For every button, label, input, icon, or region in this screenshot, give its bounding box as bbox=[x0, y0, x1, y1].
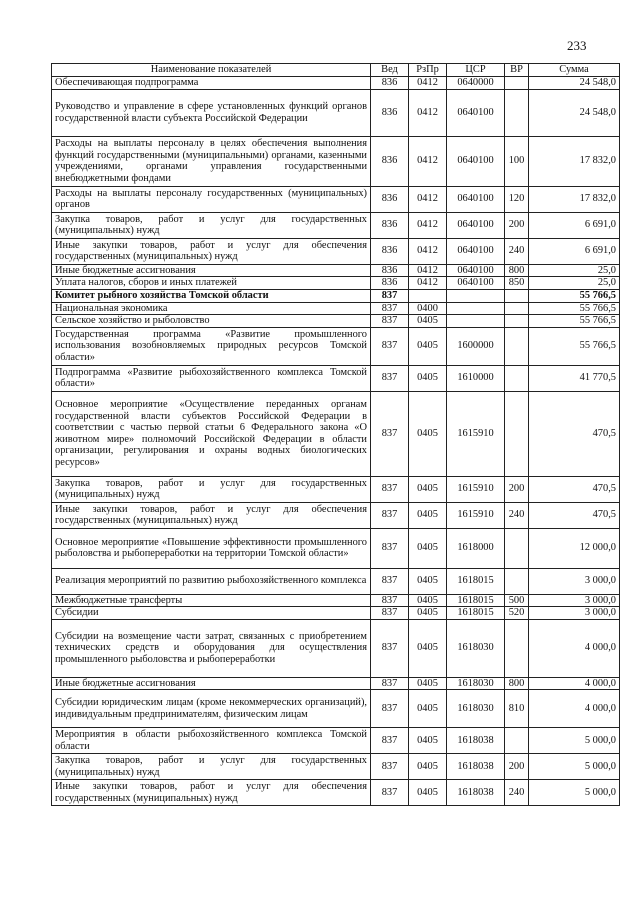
row-vr bbox=[505, 728, 529, 754]
table-row bbox=[52, 502, 620, 528]
row-sum: 3 000,0 bbox=[529, 607, 620, 620]
row-vr bbox=[505, 391, 529, 476]
row-ved: 837 bbox=[371, 315, 409, 328]
row-csr: 1610000 bbox=[447, 365, 505, 391]
table-row bbox=[52, 77, 620, 90]
row-rzpr: 0412 bbox=[409, 264, 447, 277]
row-sum: 3 000,0 bbox=[529, 594, 620, 607]
table-row bbox=[52, 302, 620, 315]
row-ved: 837 bbox=[371, 594, 409, 607]
row-name: Основное мероприятие «Повышение эффективности промышленного рыболовства и рыбопереработки на территории Томской области» bbox=[52, 528, 371, 568]
row-rzpr: 0412 bbox=[409, 186, 447, 212]
row-ved: 836 bbox=[371, 186, 409, 212]
row-csr: 0640100 bbox=[447, 277, 505, 290]
row-csr: 1618038 bbox=[447, 754, 505, 780]
row-rzpr: 0405 bbox=[409, 780, 447, 806]
row-csr: 1618038 bbox=[447, 728, 505, 754]
row-vr: 500 bbox=[505, 594, 529, 607]
table-row bbox=[52, 136, 620, 186]
row-ved: 836 bbox=[371, 238, 409, 264]
row-rzpr: 0412 bbox=[409, 238, 447, 264]
row-sum: 25,0 bbox=[529, 277, 620, 290]
row-name: Государственная программа «Развитие промышленного использования возобновляемых природных ресурсов Томской области» bbox=[52, 327, 371, 365]
row-sum: 12 000,0 bbox=[529, 528, 620, 568]
row-ved: 837 bbox=[371, 754, 409, 780]
row-sum: 24 548,0 bbox=[529, 77, 620, 90]
row-ved: 837 bbox=[371, 619, 409, 677]
row-vr: 240 bbox=[505, 238, 529, 264]
row-rzpr: 0412 bbox=[409, 212, 447, 238]
row-ved: 837 bbox=[371, 690, 409, 728]
row-csr: 1618038 bbox=[447, 780, 505, 806]
row-sum: 55 766,5 bbox=[529, 289, 620, 302]
header-vr: ВР bbox=[505, 64, 529, 77]
row-rzpr: 0405 bbox=[409, 690, 447, 728]
row-rzpr: 0405 bbox=[409, 327, 447, 365]
header-sum: Сумма bbox=[529, 64, 620, 77]
row-sum: 4 000,0 bbox=[529, 619, 620, 677]
row-sum: 17 832,0 bbox=[529, 136, 620, 186]
row-ved: 837 bbox=[371, 365, 409, 391]
row-rzpr: 0405 bbox=[409, 365, 447, 391]
row-csr: 1618015 bbox=[447, 568, 505, 594]
row-csr: 1618030 bbox=[447, 619, 505, 677]
row-vr: 200 bbox=[505, 212, 529, 238]
table-row bbox=[52, 677, 620, 690]
table-row bbox=[52, 594, 620, 607]
row-vr bbox=[505, 365, 529, 391]
row-vr: 200 bbox=[505, 476, 529, 502]
row-name: Уплата налогов, сборов и иных платежей bbox=[52, 277, 371, 290]
row-ved: 837 bbox=[371, 502, 409, 528]
row-sum: 55 766,5 bbox=[529, 315, 620, 328]
table-row bbox=[52, 728, 620, 754]
table-row bbox=[52, 528, 620, 568]
row-csr: 0640000 bbox=[447, 77, 505, 90]
row-csr: 0640100 bbox=[447, 136, 505, 186]
row-sum: 5 000,0 bbox=[529, 754, 620, 780]
table-body bbox=[52, 77, 620, 806]
row-ved: 837 bbox=[371, 302, 409, 315]
row-ved: 837 bbox=[371, 607, 409, 620]
row-csr: 0640100 bbox=[447, 186, 505, 212]
row-csr: 1618030 bbox=[447, 677, 505, 690]
budget-table bbox=[51, 63, 620, 806]
row-name: Закупка товаров, работ и услуг для государственных (муниципальных) нужд bbox=[52, 754, 371, 780]
row-sum: 6 691,0 bbox=[529, 238, 620, 264]
row-name: Закупка товаров, работ и услуг для государственных (муниципальных) нужд bbox=[52, 212, 371, 238]
row-name: Межбюджетные трансферты bbox=[52, 594, 371, 607]
row-ved: 836 bbox=[371, 277, 409, 290]
row-rzpr: 0405 bbox=[409, 594, 447, 607]
row-vr bbox=[505, 289, 529, 302]
row-rzpr: 0405 bbox=[409, 568, 447, 594]
row-name: Расходы на выплаты персоналу в целях обеспечения выполнения функций государственными (муниципальными) органами, казенными учреждениями, органами управления государственными внебюджетными фондами bbox=[52, 136, 371, 186]
row-name: Субсидии bbox=[52, 607, 371, 620]
row-csr: 1618015 bbox=[447, 594, 505, 607]
row-ved: 837 bbox=[371, 476, 409, 502]
row-name: Закупка товаров, работ и услуг для государственных (муниципальных) нужд bbox=[52, 476, 371, 502]
row-csr: 1618030 bbox=[447, 690, 505, 728]
row-csr: 0640100 bbox=[447, 89, 505, 136]
row-csr: 0640100 bbox=[447, 212, 505, 238]
row-rzpr: 0412 bbox=[409, 277, 447, 290]
row-ved: 837 bbox=[371, 289, 409, 302]
row-sum: 4 000,0 bbox=[529, 690, 620, 728]
row-vr: 120 bbox=[505, 186, 529, 212]
table-row bbox=[52, 315, 620, 328]
row-ved: 837 bbox=[371, 677, 409, 690]
row-name: Мероприятия в области рыбохозяйственного комплекса Томской области bbox=[52, 728, 371, 754]
table-row bbox=[52, 186, 620, 212]
row-vr: 200 bbox=[505, 754, 529, 780]
row-rzpr: 0412 bbox=[409, 89, 447, 136]
row-sum: 24 548,0 bbox=[529, 89, 620, 136]
table-row bbox=[52, 780, 620, 806]
row-csr bbox=[447, 289, 505, 302]
row-csr: 1600000 bbox=[447, 327, 505, 365]
row-vr bbox=[505, 89, 529, 136]
page-number: 233 bbox=[567, 38, 587, 53]
table-row bbox=[52, 754, 620, 780]
row-vr: 810 bbox=[505, 690, 529, 728]
table-row bbox=[52, 264, 620, 277]
row-vr bbox=[505, 315, 529, 328]
table-row bbox=[52, 619, 620, 677]
row-ved: 837 bbox=[371, 780, 409, 806]
row-csr bbox=[447, 315, 505, 328]
row-name: Подпрограмма «Развитие рыбохозяйственного комплекса Томской области» bbox=[52, 365, 371, 391]
row-name: Иные закупки товаров, работ и услуг для обеспечения государственных (муниципальных) нужд bbox=[52, 238, 371, 264]
row-rzpr: 0405 bbox=[409, 619, 447, 677]
table-row bbox=[52, 238, 620, 264]
row-rzpr: 0405 bbox=[409, 502, 447, 528]
row-vr bbox=[505, 327, 529, 365]
row-csr: 1615910 bbox=[447, 502, 505, 528]
row-name: Основное мероприятие «Осуществление переданных органам государственной власти субъектов Российской Федерации в соответствии с частью первой статьи 6 Федерального закона «О животном мире» полномочий Российской Федерации в области организации, регулирования и охраны водных биологических ресурсов» bbox=[52, 391, 371, 476]
row-sum: 6 691,0 bbox=[529, 212, 620, 238]
row-sum: 470,5 bbox=[529, 476, 620, 502]
row-name: Сельское хозяйство и рыболовство bbox=[52, 315, 371, 328]
row-ved: 837 bbox=[371, 391, 409, 476]
row-name: Обеспечивающая подпрограмма bbox=[52, 77, 371, 90]
row-rzpr: 0405 bbox=[409, 391, 447, 476]
row-csr: 1615910 bbox=[447, 391, 505, 476]
row-csr: 1618015 bbox=[447, 607, 505, 620]
table-row bbox=[52, 277, 620, 290]
row-sum: 470,5 bbox=[529, 391, 620, 476]
row-csr: 0640100 bbox=[447, 238, 505, 264]
row-sum: 17 832,0 bbox=[529, 186, 620, 212]
row-rzpr: 0412 bbox=[409, 77, 447, 90]
row-rzpr: 0412 bbox=[409, 136, 447, 186]
table-row bbox=[52, 327, 620, 365]
row-rzpr bbox=[409, 289, 447, 302]
row-name: Расходы на выплаты персоналу государственных (муниципальных) органов bbox=[52, 186, 371, 212]
row-sum: 3 000,0 bbox=[529, 568, 620, 594]
row-vr: 800 bbox=[505, 264, 529, 277]
row-vr: 520 bbox=[505, 607, 529, 620]
row-sum: 55 766,5 bbox=[529, 302, 620, 315]
row-ved: 837 bbox=[371, 568, 409, 594]
row-vr: 800 bbox=[505, 677, 529, 690]
row-name: Иные закупки товаров, работ и услуг для обеспечения государственных (муниципальных) нужд bbox=[52, 780, 371, 806]
row-vr bbox=[505, 77, 529, 90]
row-ved: 836 bbox=[371, 212, 409, 238]
row-vr bbox=[505, 302, 529, 315]
table-row bbox=[52, 365, 620, 391]
row-sum: 5 000,0 bbox=[529, 780, 620, 806]
row-ved: 837 bbox=[371, 327, 409, 365]
table-row bbox=[52, 289, 620, 302]
row-vr bbox=[505, 619, 529, 677]
row-vr: 240 bbox=[505, 780, 529, 806]
row-rzpr: 0405 bbox=[409, 754, 447, 780]
table-row bbox=[52, 607, 620, 620]
row-name: Иные бюджетные ассигнования bbox=[52, 264, 371, 277]
row-name: Национальная экономика bbox=[52, 302, 371, 315]
row-ved: 836 bbox=[371, 77, 409, 90]
row-vr bbox=[505, 528, 529, 568]
row-vr: 100 bbox=[505, 136, 529, 186]
table-row bbox=[52, 212, 620, 238]
header-rzpr: РзПр bbox=[409, 64, 447, 77]
row-vr: 240 bbox=[505, 502, 529, 528]
header-ved: Вед bbox=[371, 64, 409, 77]
row-ved: 836 bbox=[371, 136, 409, 186]
row-rzpr: 0405 bbox=[409, 728, 447, 754]
row-csr: 1618000 bbox=[447, 528, 505, 568]
table-row bbox=[52, 476, 620, 502]
row-sum: 25,0 bbox=[529, 264, 620, 277]
table-row bbox=[52, 391, 620, 476]
row-name: Реализация мероприятий по развитию рыбохозяйственного комплекса bbox=[52, 568, 371, 594]
row-rzpr: 0405 bbox=[409, 528, 447, 568]
row-name: Иные закупки товаров, работ и услуг для обеспечения государственных (муниципальных) нужд bbox=[52, 502, 371, 528]
row-csr: 0640100 bbox=[447, 264, 505, 277]
row-rzpr: 0405 bbox=[409, 315, 447, 328]
table-row bbox=[52, 690, 620, 728]
row-sum: 470,5 bbox=[529, 502, 620, 528]
header-csr: ЦСР bbox=[447, 64, 505, 77]
row-csr bbox=[447, 302, 505, 315]
row-sum: 4 000,0 bbox=[529, 677, 620, 690]
row-sum: 55 766,5 bbox=[529, 327, 620, 365]
row-vr: 850 bbox=[505, 277, 529, 290]
row-sum: 5 000,0 bbox=[529, 728, 620, 754]
row-rzpr: 0405 bbox=[409, 677, 447, 690]
header-name: Наименование показателей bbox=[52, 64, 371, 77]
row-ved: 836 bbox=[371, 264, 409, 277]
row-name: Руководство и управление в сфере установленных функций органов государственной власти субъекта Российской Федерации bbox=[52, 89, 371, 136]
row-vr bbox=[505, 568, 529, 594]
table-row bbox=[52, 568, 620, 594]
row-rzpr: 0405 bbox=[409, 607, 447, 620]
row-ved: 836 bbox=[371, 89, 409, 136]
row-name: Комитет рыбного хозяйства Томской области bbox=[52, 289, 371, 302]
row-ved: 837 bbox=[371, 528, 409, 568]
row-rzpr: 0405 bbox=[409, 476, 447, 502]
row-csr: 1615910 bbox=[447, 476, 505, 502]
header-row bbox=[52, 64, 620, 77]
row-name: Субсидии на возмещение части затрат, связанных с приобретением технических средств и оборудования для осуществления промышленного рыболовства и рыбопереработки bbox=[52, 619, 371, 677]
row-name: Субсидии юридическим лицам (кроме некоммерческих организаций), индивидуальным предпринимателям, физическим лицам bbox=[52, 690, 371, 728]
row-rzpr: 0400 bbox=[409, 302, 447, 315]
row-ved: 837 bbox=[371, 728, 409, 754]
row-sum: 41 770,5 bbox=[529, 365, 620, 391]
row-name: Иные бюджетные ассигнования bbox=[52, 677, 371, 690]
table-row bbox=[52, 89, 620, 136]
